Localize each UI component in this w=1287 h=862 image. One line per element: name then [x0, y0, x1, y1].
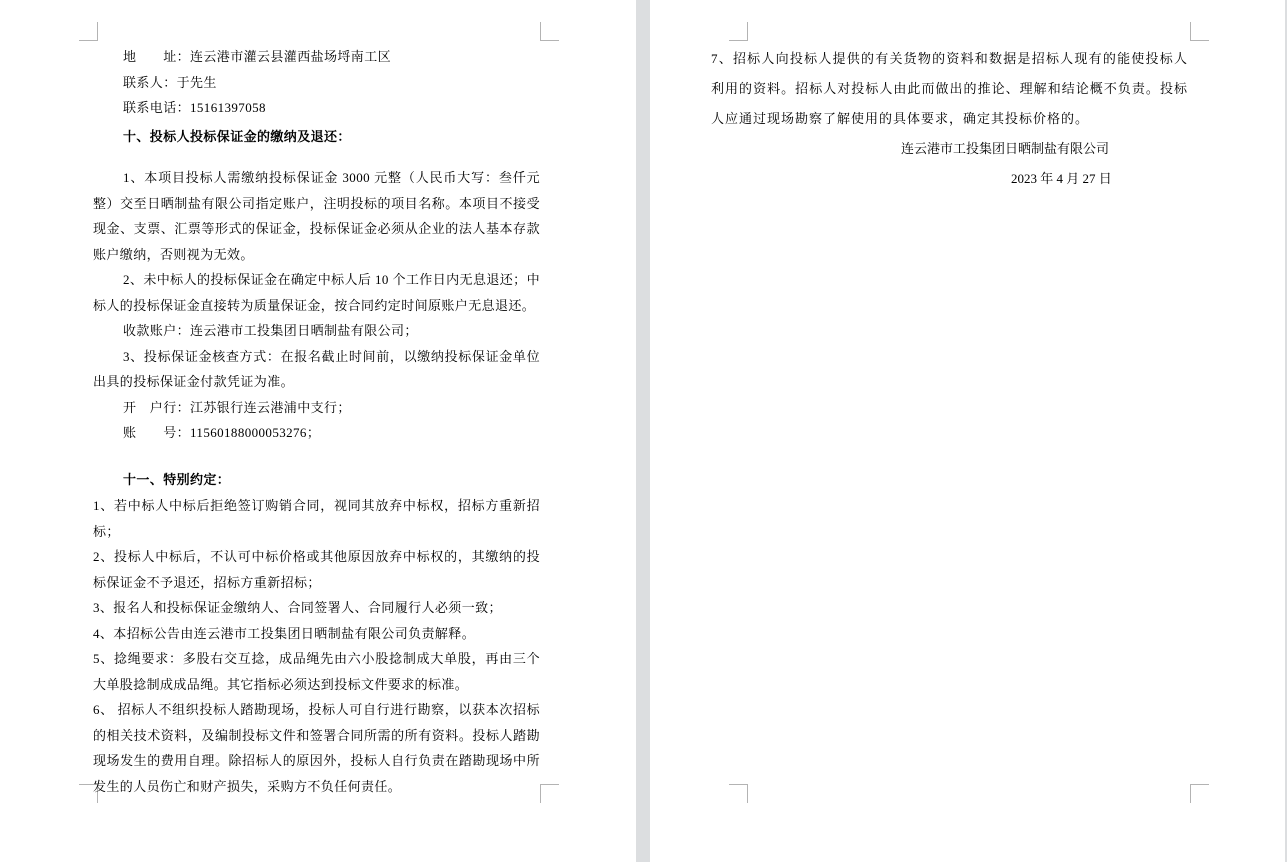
deposit-verification-paragraph: 3、投标保证金核查方式：在报名截止时间前，以缴纳投标保证金单位出具的投标保证金付款凭证为准。 [93, 348, 540, 389]
contact-phone-line: 联系电话：15161397058 [123, 100, 266, 115]
deposit-payment-paragraph: 1、本项目投标人需缴纳投标保证金 3000 元整（人民币大写：叁仟元整）交至日晒制盐有限公司指定账户，注明投标的项目名称。本项目不接受现金、支票、汇票等形式的保证金，投标保证金必须从企业的法人基本存款账户缴纳，否则视为无效。 [93, 170, 540, 262]
contact-person-line: 联系人：于先生 [123, 74, 217, 90]
special-item-5: 5、捻绳要求：多股右交互捻，成品绳先由六小股捻制成大单股，再由三个大单股捻制成成品绳。其它指标必须达到投标文件要求的标准。 [93, 651, 540, 692]
special-item-2: 2、投标人中标后，不认可中标价格或其他原因放弃中标权的，其缴纳的投标保证金不予退还，招标方重新招标； [93, 549, 540, 590]
deposit-refund-paragraph: 2、未中标人的投标保证金在确定中标人后 10 个工作日内无息退还；中标人的投标保证金直接转为质量保证金，按合同约定时间原账户无息退还。 [93, 272, 540, 313]
special-item-1: 1、若中标人中标后拒绝签订购销合同，视同其放弃中标权，招标方重新招标； [93, 498, 540, 539]
section-11-heading: 十一、特别约定： [123, 471, 231, 487]
page2-text-area [711, 44, 1188, 194]
special-item-3: 3、报名人和投标保证金缴纳人、合同签署人、合同履行人必须一致； [93, 600, 502, 615]
section-10-heading: 十、投标人投标保证金的缴纳及退还： [123, 128, 351, 144]
special-item-4: 4、本招标公告由连云港市工投集团日晒制盐有限公司负责解释。 [93, 625, 476, 641]
signature-date-line: 2023 年 4 月 27 日 [1011, 171, 1112, 186]
special-item-6: 6、 招标人不组织投标人踏勘现场，投标人可自行进行勘察，以获本次招标的相关技术资料，及编制投标文件和签署合同所需的所有资料。投标人踏勘现场发生的费用自理。除招标人的原因外，投标人自行负责在踏勘现场中所发生的人员伤亡和财产损失，采购方不负任何责任。 [93, 702, 540, 794]
page1-text-area [93, 44, 540, 799]
clause-7-paragraph: 7、招标人向投标人提供的有关货物的资料和数据是招标人现有的能使投标人利用的资料。招标人对投标人由此而做出的推论、理解和结论概不负责。投标人应通过现场勘察了解使用的具体要求，确定其投标价格的。 [711, 51, 1188, 126]
address-line: 地 址：连云港市灌云县灌西盐场埒南工区 [123, 49, 392, 64]
signature-company-line: 连云港市工投集团日晒制盐有限公司 [901, 141, 1110, 156]
account-number-line: 账 号：11560188000053276； [123, 425, 321, 440]
payee-account-line: 收款账户：连云港市工投集团日晒制盐有限公司； [123, 323, 418, 338]
bank-branch-line: 开 户行：江苏银行连云港浦中支行； [123, 399, 351, 415]
